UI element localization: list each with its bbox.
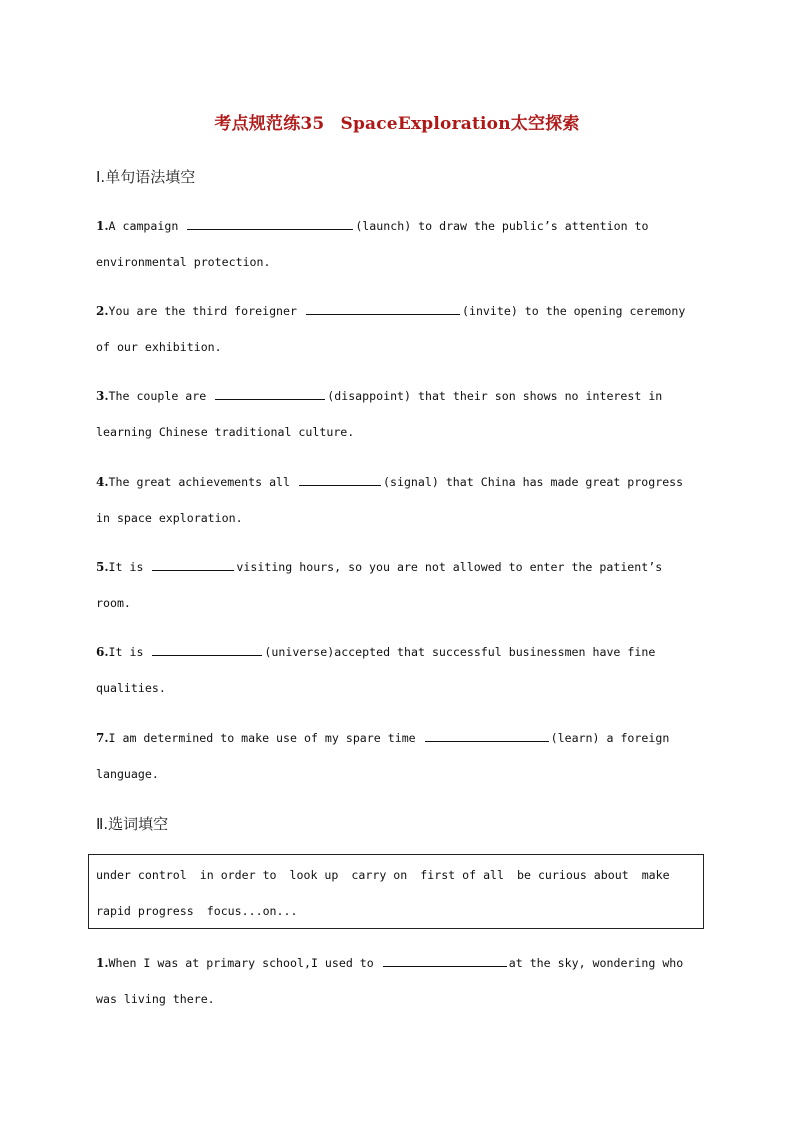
- question-7: [96, 720, 696, 792]
- answer-blank[interactable]: [306, 302, 460, 315]
- section-heading-grammar: Ⅰ.单句语法填空: [96, 168, 196, 186]
- word-bank-item: under control: [96, 868, 187, 882]
- answer-blank[interactable]: [187, 217, 353, 230]
- word-bank-item: make: [641, 868, 670, 882]
- question-number: 1.: [96, 956, 109, 970]
- section-heading-word-choice: Ⅱ.选词填空: [96, 815, 169, 833]
- question-number: 3.: [96, 389, 109, 403]
- question-text: visiting hours, so you are not allowed to enter the patient’s: [236, 560, 663, 574]
- word-bank-line1: [96, 868, 683, 882]
- question-text: I am determined to make use of my spare time: [108, 731, 416, 745]
- question-text: A campaign: [108, 219, 179, 233]
- question-text: You are the third foreigner: [108, 304, 297, 318]
- question-text: The couple are: [108, 389, 207, 403]
- question-2-1: [96, 945, 696, 1017]
- word-bank-item: carry on: [351, 868, 408, 882]
- word-bank-line2: [96, 904, 310, 918]
- answer-blank[interactable]: [425, 729, 549, 742]
- question-text: (disappoint) that their son shows no interest in: [327, 389, 663, 403]
- question-text: at the sky, wondering who: [508, 956, 684, 970]
- word-bank-item: rapid progress: [96, 904, 194, 918]
- question-number: 5.: [96, 560, 109, 574]
- answer-blank[interactable]: [152, 558, 234, 571]
- question-number: 7.: [96, 731, 109, 745]
- question-text: (learn) a foreign: [550, 731, 670, 745]
- question-number: 2.: [96, 304, 109, 318]
- answer-blank[interactable]: [152, 643, 262, 656]
- question-number: 6.: [96, 645, 109, 659]
- question-text: When I was at primary school,I used to: [108, 956, 374, 970]
- answer-blank[interactable]: [215, 387, 325, 400]
- question-text: It is: [108, 560, 144, 574]
- question-text: (universe)accepted that successful businessmen have fine: [264, 645, 656, 659]
- word-bank-item: in order to: [199, 868, 277, 882]
- question-text-line2: learning Chinese traditional culture.: [96, 425, 355, 439]
- question-3: [96, 378, 696, 450]
- question-number: 1.: [96, 219, 109, 233]
- question-number: 4.: [96, 475, 109, 489]
- question-text-line2: qualities.: [96, 681, 166, 695]
- title-english: SpaceExploration: [340, 114, 511, 134]
- title-prefix: 考点规范练35: [214, 114, 325, 134]
- question-text: (signal) that China has made great progress: [383, 475, 684, 489]
- question-text-line2: environmental protection.: [96, 255, 271, 269]
- question-4: [96, 464, 696, 536]
- question-6: [96, 634, 696, 706]
- question-text-line2: room.: [96, 596, 131, 610]
- question-text: The great achievements all: [108, 475, 291, 489]
- question-text-line2: of our exhibition.: [96, 340, 222, 354]
- page-title: [0, 109, 794, 134]
- word-bank-item: look up: [289, 868, 339, 882]
- question-2: [96, 293, 696, 365]
- answer-blank[interactable]: [383, 954, 507, 967]
- question-text-line2: was living there.: [96, 992, 215, 1006]
- question-text: It is: [108, 645, 144, 659]
- question-1: [96, 208, 696, 280]
- word-bank-item: be curious about: [517, 868, 629, 882]
- question-text: (launch) to draw the public’s attention to: [355, 219, 649, 233]
- title-suffix: 太空探索: [510, 114, 580, 134]
- word-bank-item: focus...on...: [206, 904, 298, 918]
- question-text: (invite) to the opening ceremony: [461, 304, 686, 318]
- question-5: [96, 549, 696, 621]
- word-bank-box: [88, 854, 704, 929]
- answer-blank[interactable]: [299, 473, 381, 486]
- question-text-line2: language.: [96, 767, 159, 781]
- question-text-line2: in space exploration.: [96, 511, 243, 525]
- word-bank-item: first of all: [420, 868, 505, 882]
